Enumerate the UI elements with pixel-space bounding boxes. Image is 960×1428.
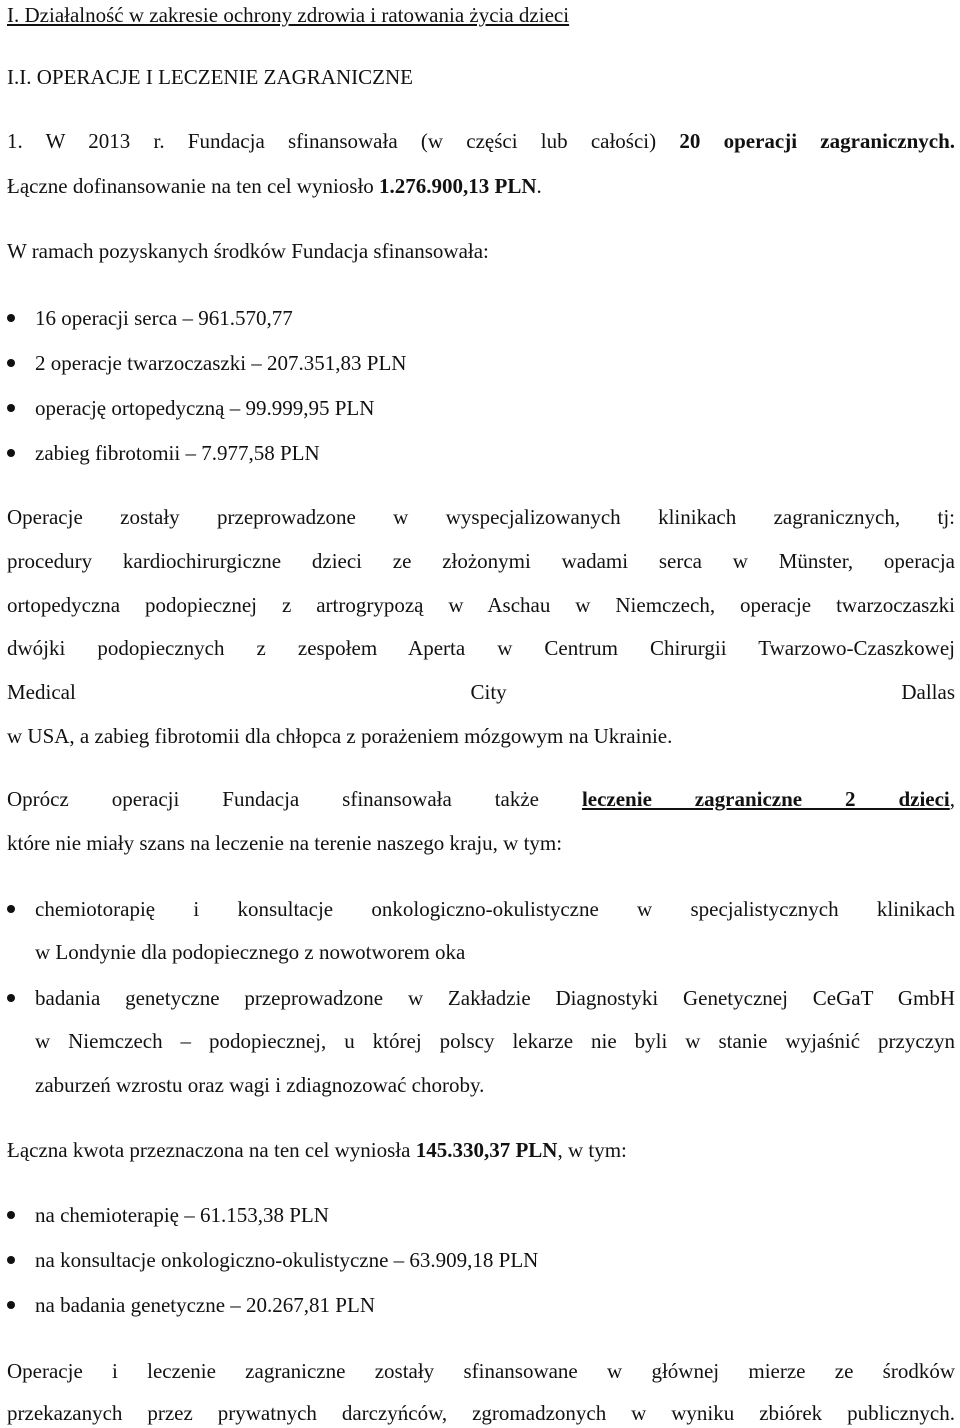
bullet-icon xyxy=(7,449,15,457)
bullet-icon xyxy=(7,1256,15,1264)
paragraph-2-line: Medical City Dallas xyxy=(7,680,955,704)
paragraph-2-line: procedury kardiochirurgiczne dzieci ze złożonymi wadami serca w Münster, operacja xyxy=(7,549,955,573)
paragraph-5-line: Operacje i leczenie zagraniczne zostały sfinansowane w głównej mierze ze środków xyxy=(7,1359,955,1383)
paragraph-2-line: Operacje zostały przeprowadzone w wyspecjalizowanych klinikach zagranicznych, tj: xyxy=(7,505,955,529)
paragraph-3-line-2: które nie miały szans na leczenie na terenie naszego kraju, w tym: xyxy=(7,831,563,855)
bullet-icon xyxy=(7,359,15,367)
section-title: I. Działalność w zakresie ochrony zdrowia i ratowania życia dzieci xyxy=(7,3,570,27)
paragraph-2-line: dwójki podopiecznych z zespołem Aperta w Centrum Chirurgii Twarzowo-Czaszkowej xyxy=(7,636,955,660)
paragraph-5-line: przekazanych przez prywatnych darczyńców, zgromadzonych w wyniku zbiórek publicznych. xyxy=(7,1401,955,1425)
paragraph-1-line-2: Łączne dofinansowanie na ten cel wyniosło 1.276.900,13 PLN. xyxy=(7,174,542,198)
subsection-title: I.I. OPERACJE I LECZENIE ZAGRANICZNE xyxy=(7,65,413,89)
bullet-icon xyxy=(7,905,15,913)
list-1-intro: W ramach pozyskanych środków Fundacja sfinansowała: xyxy=(7,239,489,263)
bullet-icon xyxy=(7,404,15,412)
paragraph-2-line: ortopedyczna podopiecznej z artrogrypozą w Aschau w Niemczech, operacje twarzoczaszki xyxy=(7,593,955,617)
bullet-icon xyxy=(7,1211,15,1219)
bullet-icon xyxy=(7,314,15,322)
paragraph-3-line-1: Oprócz operacji Fundacja sfinansowała także leczenie zagraniczne 2 dzieci, xyxy=(7,787,956,811)
total-amount-line: Łączna kwota przeznaczona na ten cel wyniosła 145.330,37 PLN, w tym: xyxy=(7,1138,627,1162)
bullet-icon xyxy=(7,994,15,1002)
paragraph-2-line: w USA, a zabieg fibrotomii dla chłopca z porażeniem mózgowym na Ukrainie. xyxy=(7,724,673,748)
paragraph-1-line-1: 1. W 2013 r. Fundacja sfinansowała (w części lub całości) 20 operacji zagranicznych. xyxy=(7,129,956,153)
bullet-icon xyxy=(7,1301,15,1309)
